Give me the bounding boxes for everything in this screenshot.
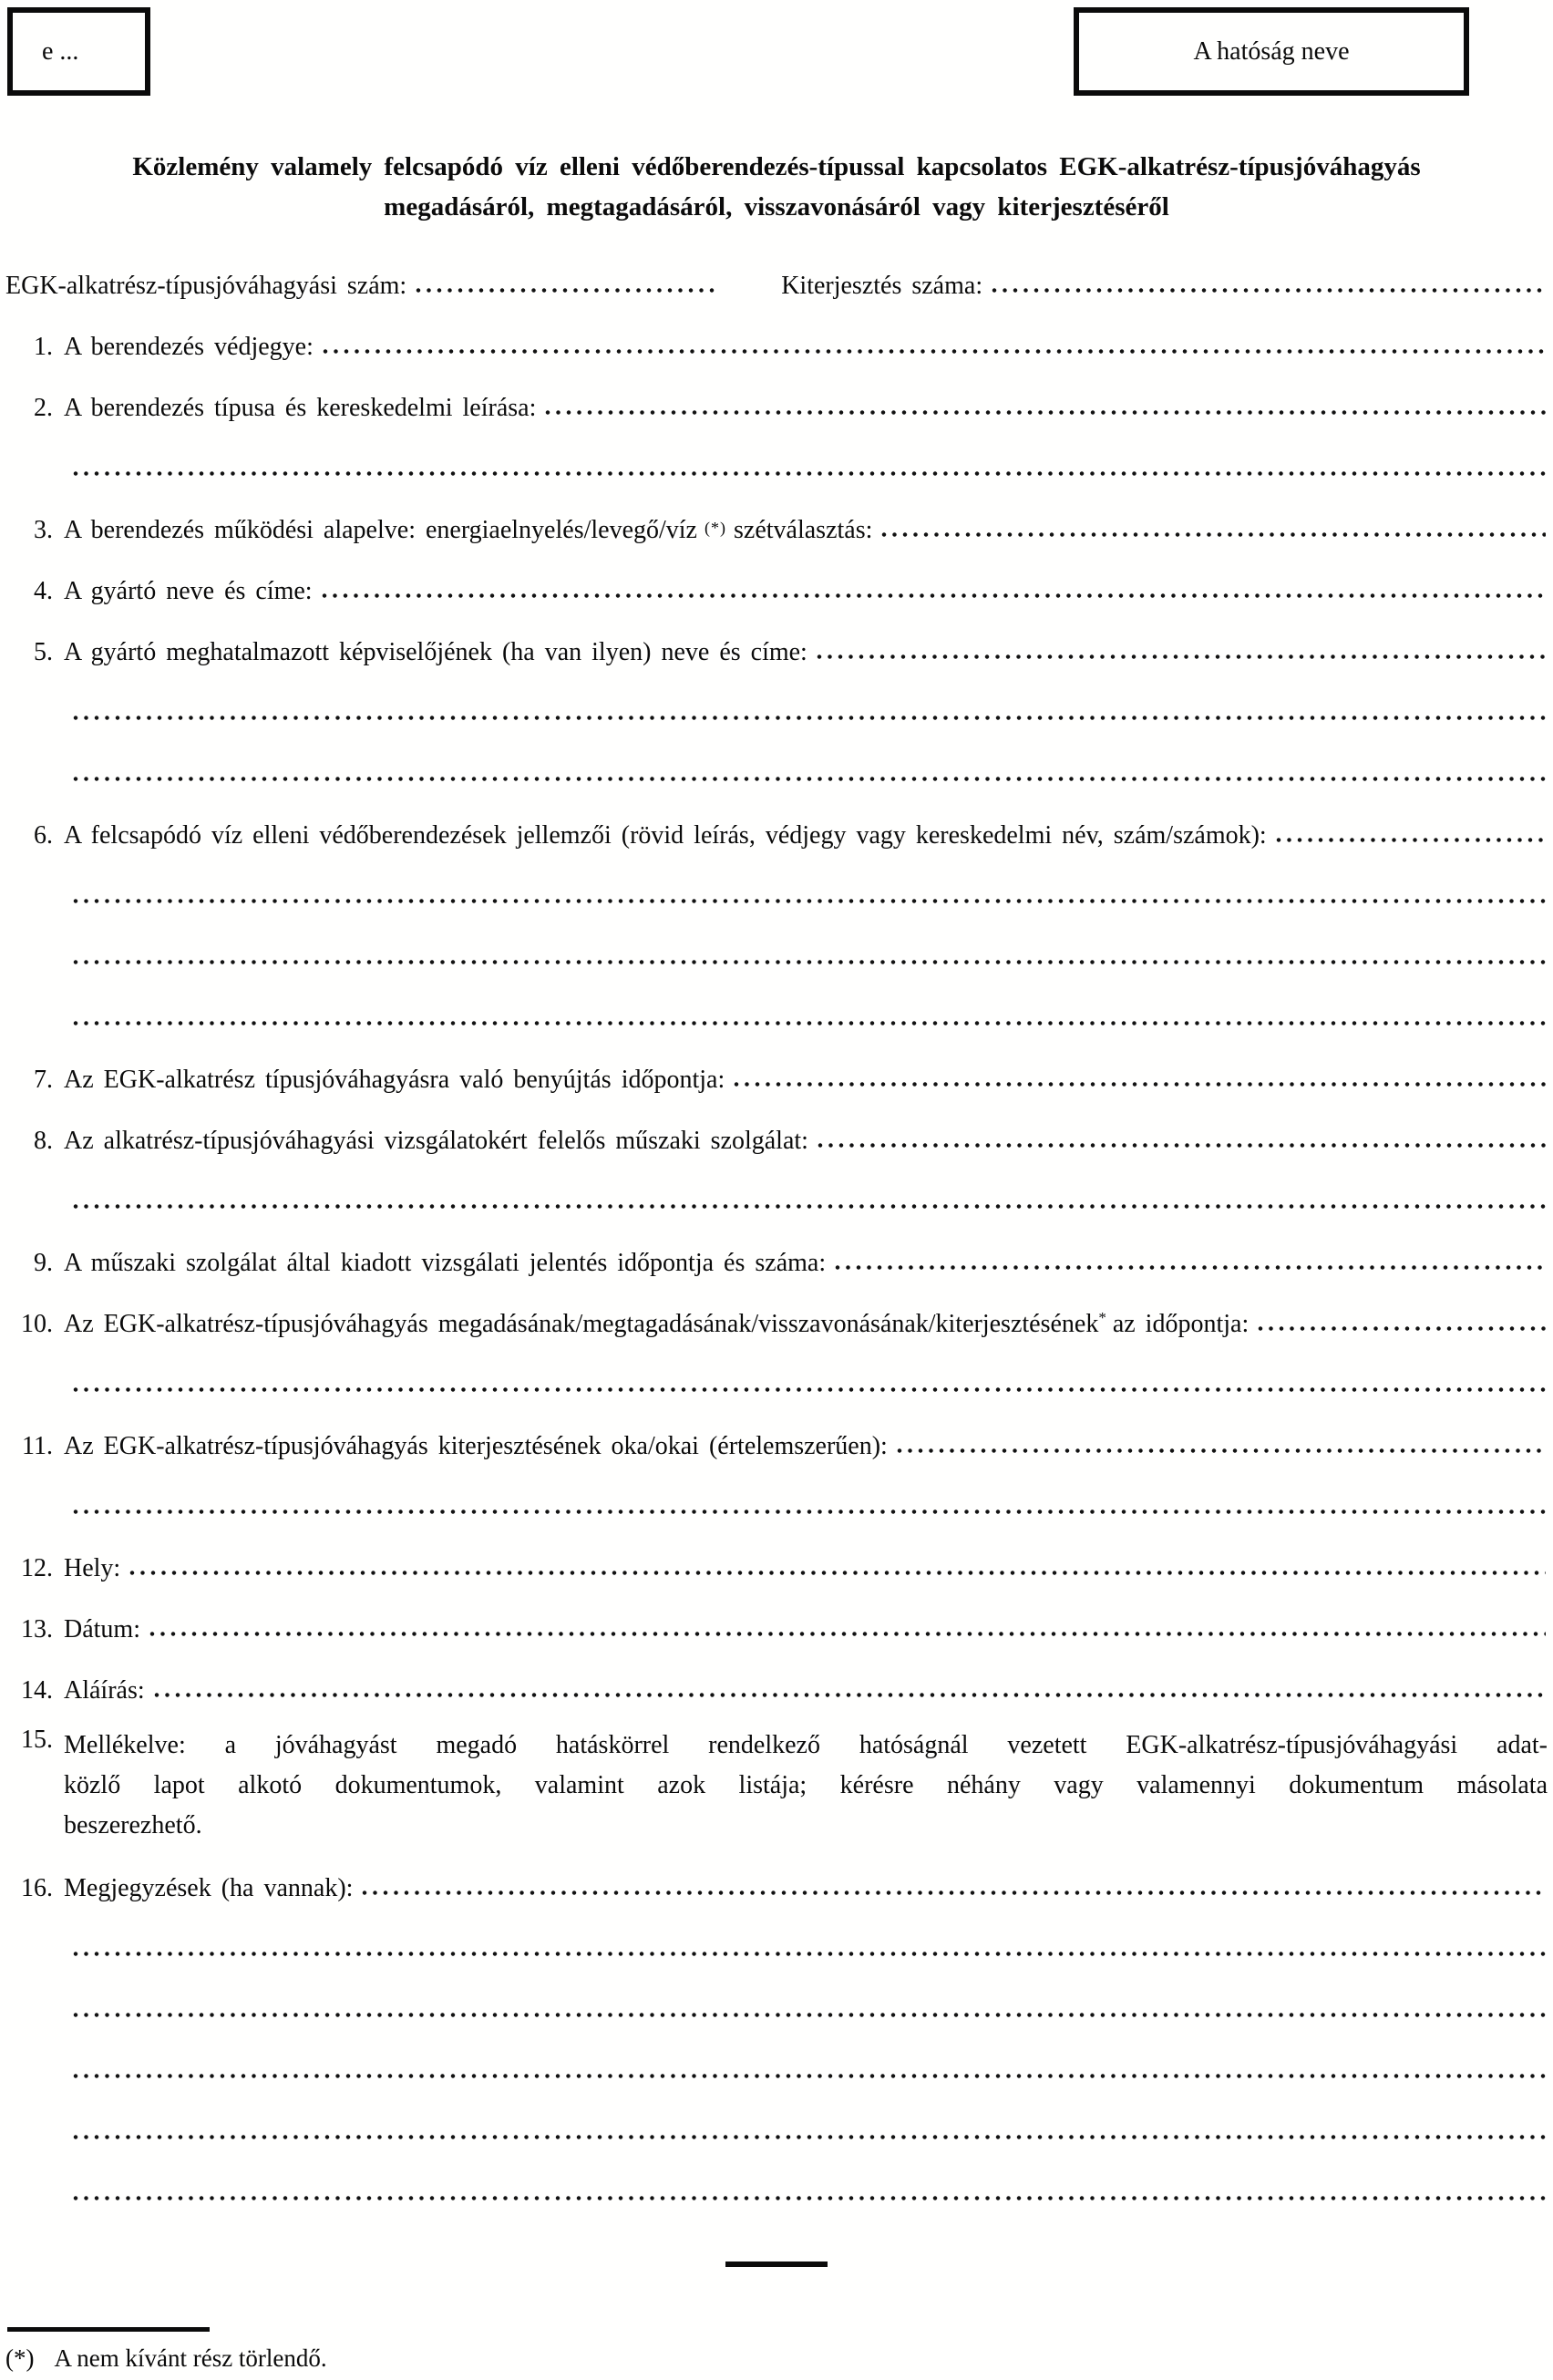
item-number: 12. <box>21 1554 53 1582</box>
section-separator-dash <box>725 2262 828 2267</box>
item-label-post: szétválasztás: <box>734 516 873 544</box>
dotted-fill <box>816 653 1546 661</box>
dotted-fill <box>72 775 1546 783</box>
footnote-marker: (*) <box>5 2344 35 2372</box>
dotted-fill-line <box>5 434 1548 495</box>
item-label <box>64 516 872 545</box>
item-paragraph-line-2: közlő lapot alkotó dokumentumok, valamint azok listája; kérésre néhány vagy valamennyi dokumentum másolata <box>64 1771 1548 1799</box>
extension-number-label: Kiterjesztés száma: <box>781 272 983 300</box>
form-item-2 <box>5 373 1548 434</box>
dotted-fill <box>72 958 1546 966</box>
item-number: 14. <box>21 1676 53 1705</box>
dotted-fill <box>72 897 1546 905</box>
dotted-fill <box>322 347 1546 355</box>
dotted-fill <box>544 408 1546 417</box>
dotted-fill-line <box>5 1914 1548 1975</box>
item-label <box>64 1309 1249 1339</box>
item-number: 2. <box>34 394 53 422</box>
item-label-pre: A berendezés működési alapelve: energiaelnyelés/levegő/víz <box>64 516 697 544</box>
item-label: A gyártó neve és címe: <box>64 577 313 605</box>
item-label: Dátum: <box>64 1615 140 1643</box>
item-number: 8. <box>34 1127 53 1155</box>
form-item-7 <box>5 1045 1548 1106</box>
approval-number-row <box>5 251 1548 312</box>
item-number: 10. <box>21 1310 53 1338</box>
item-label-post: az időpontja: <box>1112 1310 1250 1338</box>
item-number: 4. <box>34 577 53 605</box>
item-label-pre: Az EGK-alkatrész-típusjóváhagyás megadásának/megtagadásának/visszavonásának/kiterjesztésének <box>64 1310 1099 1338</box>
item-number: 5. <box>34 638 53 666</box>
dotted-fill <box>361 1889 1546 1897</box>
dotted-fill <box>149 1630 1546 1638</box>
footnote-text: A nem kívánt rész törlendő. <box>54 2344 327 2372</box>
item-label: A berendezés védjegye: <box>64 333 314 361</box>
dotted-fill <box>834 1263 1546 1272</box>
dotted-fill-line <box>5 861 1548 922</box>
dotted-fill <box>72 1950 1546 1958</box>
item-number: 7. <box>34 1066 53 1094</box>
form-item-11 <box>5 1411 1548 1472</box>
dotted-fill <box>321 592 1546 600</box>
footnote-rule <box>7 2327 210 2332</box>
form-item-9 <box>5 1228 1548 1289</box>
item-number: 1. <box>34 333 53 361</box>
page-header <box>5 7 1548 96</box>
form-item-5 <box>5 617 1548 678</box>
dotted-fill <box>129 1569 1546 1577</box>
dotted-fill <box>72 2133 1546 2141</box>
directive-number-box <box>7 7 150 96</box>
dotted-fill <box>72 1019 1546 1027</box>
dotted-fill <box>72 2194 1546 2202</box>
form-item-16 <box>5 1853 1548 1914</box>
form-item-1 <box>5 312 1548 373</box>
dotted-fill-line <box>5 1472 1548 1533</box>
dotted-fill <box>153 1691 1546 1699</box>
footnote-block <box>5 2327 1548 2373</box>
dotted-fill-line <box>5 739 1548 800</box>
dotted-fill <box>817 1141 1546 1149</box>
item-number: 16. <box>21 1874 53 1902</box>
dotted-fill <box>896 1447 1546 1455</box>
dotted-fill-line <box>5 678 1548 739</box>
form-item-10 <box>5 1289 1548 1350</box>
item-label: Aláírás: <box>64 1676 145 1705</box>
item-label: Az alkatrész-típusjóváhagyási vizsgálatokért felelős műszaki szolgálat: <box>64 1127 808 1155</box>
extension-number-fill <box>991 286 1546 294</box>
document-title-line-1: Közlemény valamely felcsapódó víz elleni védőberendezés-típussal kapcsolatos EGK-alkatrész-típusjóváhagyás <box>132 152 1421 181</box>
item-label: Az EGK-alkatrész-típusjóváhagyás kiterjesztésének oka/okai (értelemszerűen): <box>64 1432 888 1460</box>
form-item-14 <box>5 1655 1548 1716</box>
item-label: A gyártó meghatalmazott képviselőjének (ha van ilyen) neve és címe: <box>64 638 807 666</box>
dotted-fill-line <box>5 984 1548 1045</box>
item-label: A műszaki szolgálat által kiadott vizsgálati jelentés időpontja és száma: <box>64 1249 827 1277</box>
item-label: A felcsapódó víz elleni védőberendezések jellemzői (rövid leírás, védjegy vagy kereskedelmi név, szám/számok): <box>64 821 1267 850</box>
dotted-fill-line <box>5 2036 1548 2097</box>
authority-name-box <box>1074 7 1469 96</box>
form-item-6 <box>5 800 1548 861</box>
dotted-fill-line <box>5 922 1548 984</box>
dotted-fill <box>72 469 1546 478</box>
approval-number-label: EGK-alkatrész-típusjóváhagyási szám: <box>5 272 407 300</box>
authority-name-text: A hatóság neve <box>1193 36 1350 66</box>
footnote-line <box>5 2344 1548 2373</box>
dotted-fill <box>72 1508 1546 1516</box>
dotted-fill <box>72 2011 1546 2019</box>
item-number: 3. <box>34 516 53 544</box>
item-number: 9. <box>34 1249 53 1277</box>
item-number: 13. <box>21 1615 53 1643</box>
item-label: Az EGK-alkatrész típusjóváhagyásra való benyújtás időpontja: <box>64 1066 725 1094</box>
footnote-reference: (*) <box>705 519 726 537</box>
footnote-reference: * <box>1098 1309 1106 1326</box>
approval-number-fill <box>415 286 715 294</box>
dotted-fill <box>72 714 1546 722</box>
item-label: Megjegyzések (ha vannak): <box>64 1874 354 1902</box>
dotted-fill <box>1275 836 1546 844</box>
form-body <box>5 251 1548 2220</box>
dotted-fill <box>72 1202 1546 1211</box>
dotted-fill-line <box>5 1975 1548 2036</box>
form-item-12 <box>5 1533 1548 1594</box>
dotted-fill <box>1257 1324 1546 1333</box>
form-item-15 <box>5 1726 1548 1846</box>
item-paragraph-line-1: Mellékelve: a jóváhagyást megadó hatáskörrel rendelkező hatóságnál vezetett EGK-alkatrész-típusjóváhagyási adat- <box>64 1731 1548 1759</box>
dotted-fill-line <box>5 1350 1548 1411</box>
item-paragraph-line-3: beszerezhető. <box>64 1811 202 1839</box>
dotted-fill-line <box>5 2097 1548 2158</box>
dotted-fill <box>733 1080 1546 1088</box>
form-item-8 <box>5 1106 1548 1167</box>
item-label: A berendezés típusa és kereskedelmi leírása: <box>64 394 537 422</box>
item-number: 15. <box>21 1726 53 1754</box>
item-number: 6. <box>34 821 53 850</box>
document-title <box>5 147 1548 227</box>
document-title-line-2: megadásáról, megtagadásáról, visszavonásáról vagy kiterjesztéséről <box>384 192 1169 222</box>
item-number: 11. <box>22 1432 53 1460</box>
item-label: Hely: <box>64 1554 121 1582</box>
item-paragraph <box>64 1726 1548 1846</box>
dotted-fill-line <box>5 1167 1548 1228</box>
dotted-fill <box>72 1386 1546 1394</box>
dotted-fill-line <box>5 2158 1548 2220</box>
dotted-fill <box>72 2072 1546 2080</box>
directive-number-text: e ... <box>42 36 79 66</box>
form-item-4 <box>5 556 1548 617</box>
form-item-13 <box>5 1594 1548 1655</box>
dotted-fill <box>880 531 1546 539</box>
form-item-3 <box>5 495 1548 556</box>
